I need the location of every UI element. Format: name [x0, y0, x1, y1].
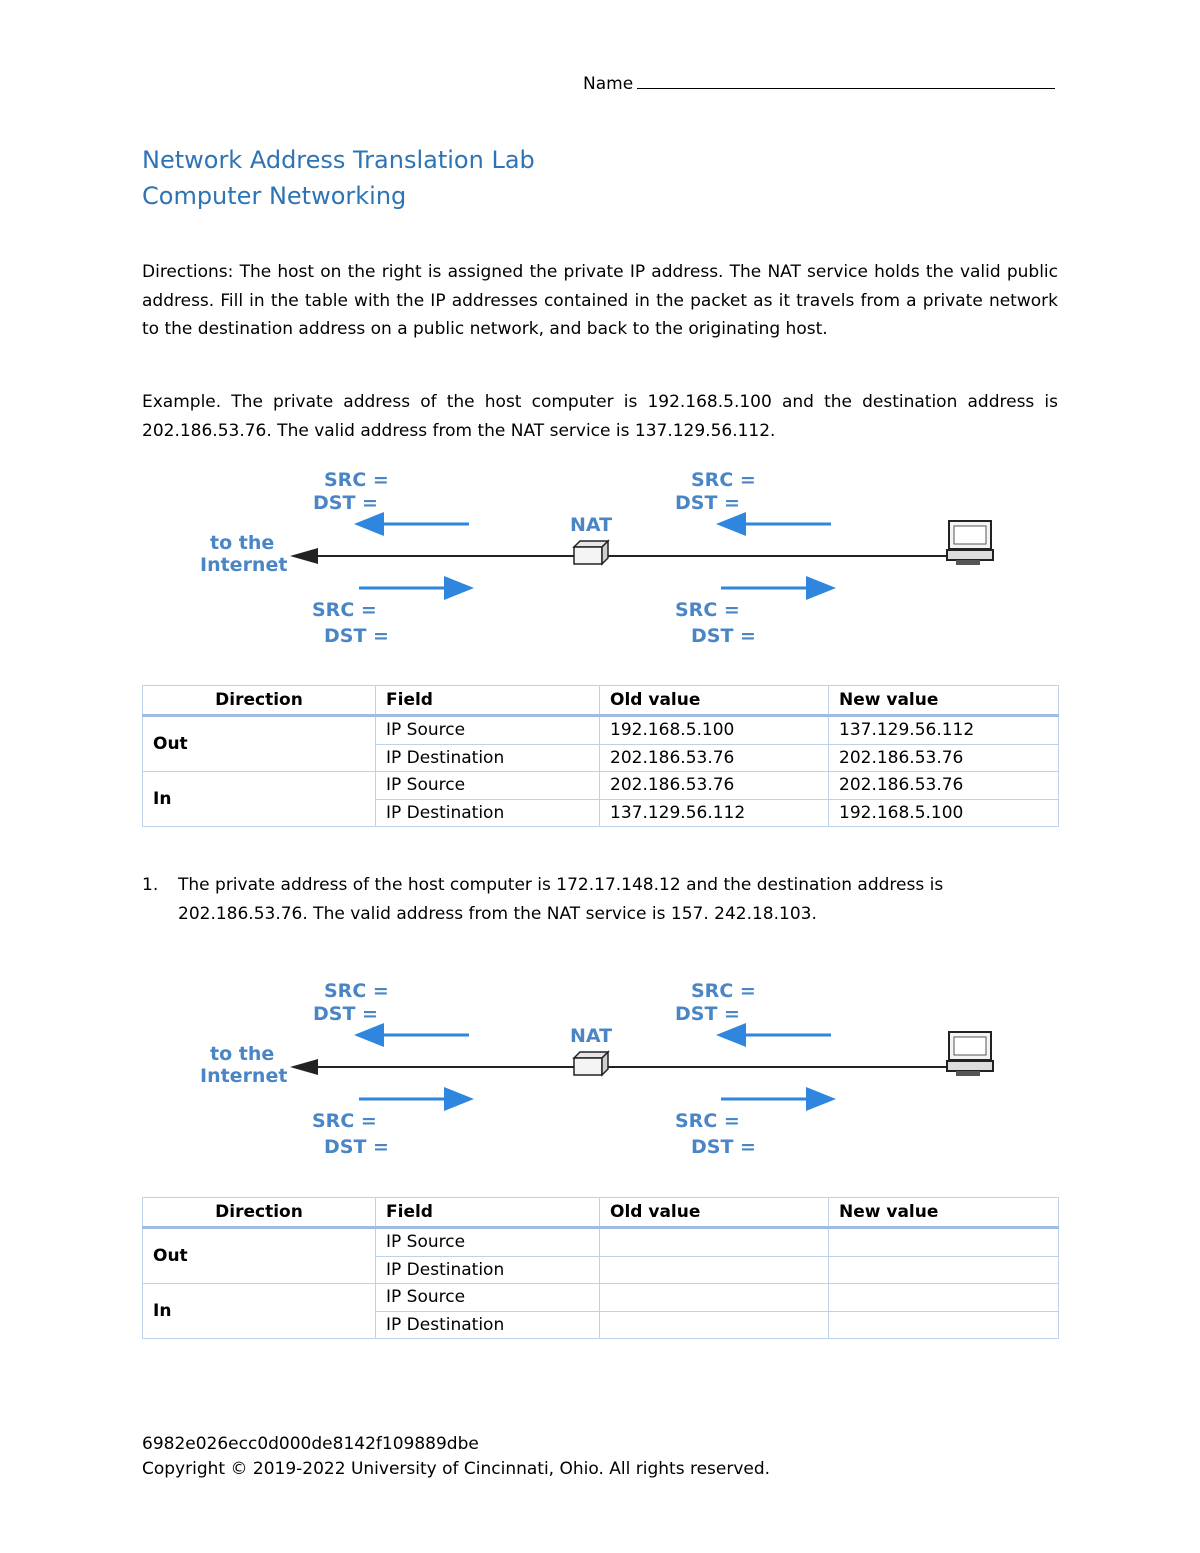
nat-box-icon [574, 1052, 608, 1075]
new-value-input-cell[interactable] [829, 1228, 1059, 1257]
new-value-cell: 192.168.5.100 [829, 799, 1059, 827]
in-right-dst-label: DST = [691, 1136, 756, 1158]
new-value-input-cell[interactable] [829, 1284, 1059, 1312]
new-value-cell: 202.186.53.76 [829, 744, 1059, 772]
field-cell: IP Destination [376, 1311, 600, 1339]
in-right-dst-label: DST = [691, 625, 756, 647]
directions-text: Directions: The host on the right is assigned the private IP address. The NAT service holds the valid public address. Fill in the table with the IP addresses contained in the packet as it travels from a private network to the destination address on a public network, and back to the originating host. [142, 262, 1058, 339]
table-row [143, 716, 1059, 745]
page-subtitle: Computer Networking [142, 182, 407, 210]
question-number: 1. [142, 875, 159, 895]
out-right-src-label: SRC = [691, 980, 756, 1002]
in-right-src-label: SRC = [675, 1110, 740, 1132]
out-right-dst-label: DST = [675, 492, 740, 514]
header-new-value: New value [829, 686, 1059, 716]
nat-box-icon [574, 541, 608, 564]
old-value-input-cell[interactable] [600, 1284, 829, 1312]
field-cell: IP Source [376, 772, 600, 800]
header-direction: Direction [143, 686, 376, 716]
name-label: Name [583, 74, 634, 94]
old-value-input-cell[interactable] [600, 1311, 829, 1339]
new-value-cell: 137.129.56.112 [829, 716, 1059, 745]
question-text: The private address of the host computer is 172.17.148.12 and the destination address is 202.186.53.76. The valid address from the NAT service is 157. 242.18.103. [178, 875, 944, 924]
table-row [143, 1284, 1059, 1312]
internet-label-line1: to the [210, 1043, 275, 1065]
table-header-row [143, 1198, 1059, 1228]
direction-in: In [143, 1284, 376, 1339]
internet-label-line1: to the [210, 532, 275, 554]
old-value-input-cell[interactable] [600, 1256, 829, 1284]
header-direction: Direction [143, 1198, 376, 1228]
field-cell: IP Destination [376, 1256, 600, 1284]
out-right-src-label: SRC = [691, 469, 756, 491]
nat-label: NAT [570, 514, 613, 536]
field-cell: IP Destination [376, 744, 600, 772]
old-value-cell: 137.129.56.112 [600, 799, 829, 827]
in-left-src-label: SRC = [312, 1110, 377, 1132]
host-computer-icon [947, 1032, 993, 1076]
page-title: Network Address Translation Lab [142, 146, 535, 174]
nat-diagram-example [142, 465, 1058, 665]
old-value-cell: 202.186.53.76 [600, 772, 829, 800]
header-field: Field [376, 686, 600, 716]
new-value-input-cell[interactable] [829, 1311, 1059, 1339]
header-new-value: New value [829, 1198, 1059, 1228]
field-cell: IP Destination [376, 799, 600, 827]
old-value-cell: 202.186.53.76 [600, 744, 829, 772]
new-value-input-cell[interactable] [829, 1256, 1059, 1284]
internet-label-line2: Internet [200, 554, 288, 576]
question-1 [142, 871, 1058, 931]
table-row [143, 772, 1059, 800]
host-computer-icon [947, 521, 993, 565]
nat-diagram-svg [142, 976, 1058, 1176]
direction-in: In [143, 772, 376, 827]
nat-diagram-svg [142, 465, 1058, 665]
name-field[interactable] [583, 74, 1055, 94]
example-nat-table [142, 685, 1059, 827]
out-left-dst-label: DST = [313, 1003, 378, 1025]
table-row [143, 1228, 1059, 1257]
old-value-cell: 192.168.5.100 [600, 716, 829, 745]
out-left-dst-label: DST = [313, 492, 378, 514]
in-right-src-label: SRC = [675, 599, 740, 621]
direction-out: Out [143, 716, 376, 772]
internet-label-line2: Internet [200, 1065, 288, 1087]
in-left-dst-label: DST = [324, 1136, 389, 1158]
direction-out: Out [143, 1228, 376, 1284]
question-nat-table [142, 1197, 1059, 1339]
old-value-input-cell[interactable] [600, 1228, 829, 1257]
in-left-dst-label: DST = [324, 625, 389, 647]
table-header-row [143, 686, 1059, 716]
name-blank-line[interactable] [637, 74, 1055, 89]
out-left-src-label: SRC = [324, 469, 389, 491]
field-cell: IP Source [376, 716, 600, 745]
nat-label: NAT [570, 1025, 613, 1047]
out-right-dst-label: DST = [675, 1003, 740, 1025]
in-left-src-label: SRC = [312, 599, 377, 621]
header-field: Field [376, 1198, 600, 1228]
example-text: Example. The private address of the host computer is 192.168.5.100 and the destination address is 202.186.53.76. The valid address from the NAT service is 137.129.56.112. [142, 392, 1058, 441]
copyright-notice: Copyright © 2019-2022 University of Cincinnati, Ohio. All rights reserved. [142, 1459, 771, 1479]
new-value-cell: 202.186.53.76 [829, 772, 1059, 800]
header-old-value: Old value [600, 1198, 829, 1228]
field-cell: IP Source [376, 1228, 600, 1257]
out-left-src-label: SRC = [324, 980, 389, 1002]
nat-diagram-question [142, 976, 1058, 1176]
document-id: 6982e026ecc0d000de8142f109889dbe [142, 1434, 479, 1454]
header-old-value: Old value [600, 686, 829, 716]
field-cell: IP Source [376, 1284, 600, 1312]
